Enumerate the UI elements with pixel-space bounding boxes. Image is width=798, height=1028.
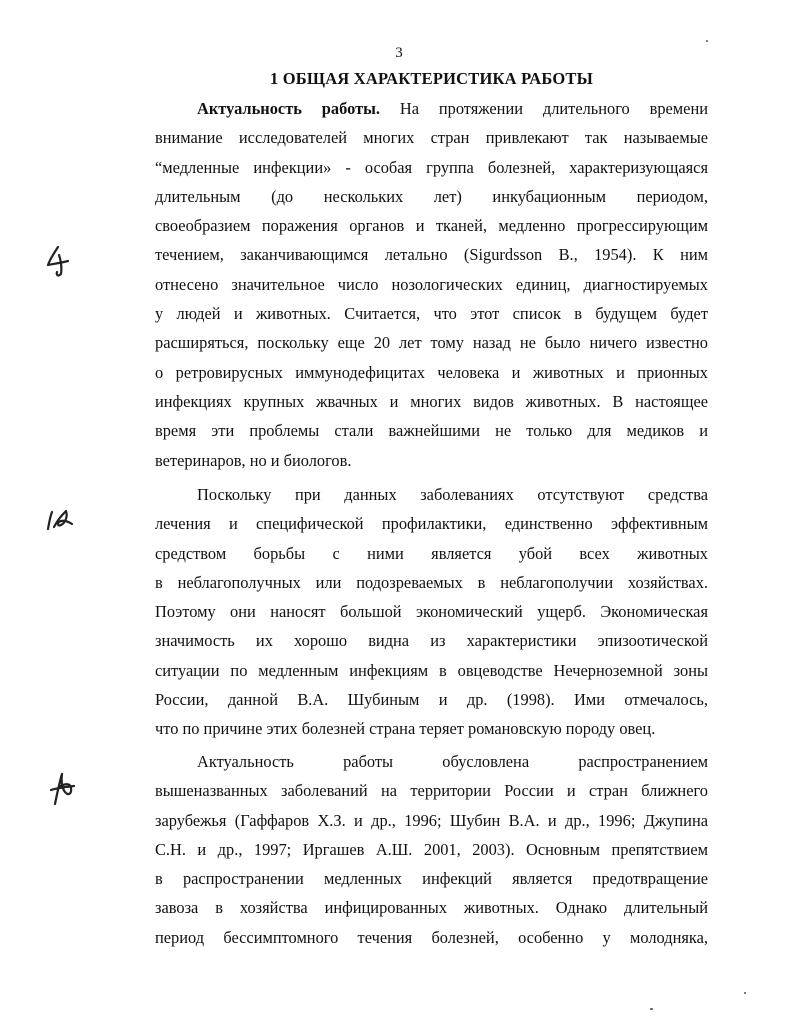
text-line: у людей и животных. Считается, что этот список в будущем будет <box>155 304 708 324</box>
text-line: вышеназванных заболеваний на территории России и стран ближнего <box>155 781 708 801</box>
text-line: ветеринаров, но и биологов. <box>155 450 352 470</box>
text-line: лечения и специфической профилактики, единственно эффективным <box>155 514 708 534</box>
text-line: “медленные инфекции» - особая группа болезней, характеризующаяся <box>155 157 708 177</box>
text-line: длительным (до нескольких лет) инкубационным периодом, <box>155 186 708 206</box>
text-line: о ретровирусных иммунодефицитах человека и животных и прионных <box>155 362 708 382</box>
text-line: Поскольку при данных заболеваниях отсутствуют средства <box>197 485 708 504</box>
page-number: 3 <box>395 45 403 61</box>
text-line: в неблагополучных или подозреваемых в неблагополучии хозяйствах. <box>155 572 708 592</box>
text-line: значимость их хорошо видна из характеристики эпизоотической <box>155 631 708 651</box>
text-line: инфекциях крупных жвачных и многих видов животных. В настоящее <box>155 391 708 411</box>
text-line: Поэтому они наносят большой экономический ущерб. Экономическая <box>155 602 708 622</box>
text-line: зарубежья (Гаффаров Х.З. и др., 1996; Шубин В.А. и др., 1996; Джупина <box>155 810 708 830</box>
text-line: своеобразием поражения органов и тканей, медленно прогрессирующим <box>155 216 708 236</box>
text-line: Актуальность работы. На протяжении длительного времени <box>197 99 708 118</box>
text-line: время эти проблемы стали важнейшими не только для медиков и <box>155 421 708 441</box>
text-line: течением, заканчивающимся летально (Sigurdsson B., 1954). К ним <box>155 245 708 265</box>
text-line: внимание исследователей многих стран привлекают так называемые <box>155 128 708 148</box>
handwritten-margin-mark-icon <box>44 244 74 280</box>
text-line: отнесено значительное число нозологических единиц, диагностируемых <box>155 274 708 294</box>
text-line: расширяться, поскольку еще 20 лет тому назад не было ничего известно <box>155 333 708 353</box>
text-line: ситуации по медленным инфекциям в овцеводстве Нечерноземной зоны <box>155 660 708 680</box>
text-line: что по причине этих болезней страна теряет романовскую породу овец. <box>155 719 656 739</box>
text-line: Актуальность работы обусловлена распространением <box>197 752 708 771</box>
paragraph-3 <box>155 747 708 952</box>
text-line: завоза в хозяйства инфицированных животных. Однако длительный <box>155 898 708 918</box>
handwritten-margin-mark-icon <box>47 768 77 810</box>
text-line: средством борьбы с ними является убой всех животных <box>155 543 708 563</box>
paragraph-2 <box>155 480 708 744</box>
paragraph-lead: Актуальность работы. <box>197 99 381 118</box>
scan-speck <box>744 992 746 994</box>
paragraph-1 <box>155 94 708 475</box>
scan-speck <box>706 40 708 42</box>
text-line: в распространении медленных инфекций является предотвращение <box>155 869 708 889</box>
handwritten-margin-mark-icon <box>44 503 76 533</box>
text-line: С.Н. и др., 1997; Иргашев А.Ш. 2001, 2003). Основным препятствием <box>155 839 708 859</box>
scan-speck <box>650 1008 653 1010</box>
text-line: период бессимптомного течения болезней, особенно у молодняка, <box>155 927 708 947</box>
section-heading: 1 ОБЩАЯ ХАРАКТЕРИСТИКА РАБОТЫ <box>269 69 594 88</box>
text-line: России, данной В.А. Шубиным и др. (1998). Ими отмечалось, <box>155 690 708 710</box>
